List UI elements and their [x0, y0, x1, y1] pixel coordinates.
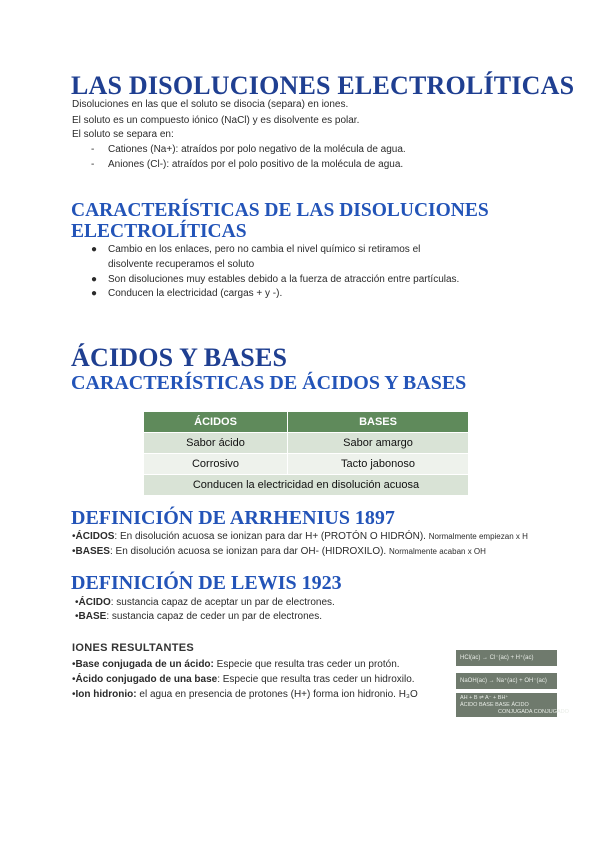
- table-cell: Corrosivo: [144, 454, 288, 475]
- ion-text: : Especie que resulta tras ceder un hidroxilo.: [217, 674, 415, 685]
- ion-item: [72, 687, 418, 703]
- bullet-icon: •: [75, 597, 79, 608]
- lewis-base-text: : sustancia capaz de ceder un par de electrones.: [106, 611, 323, 622]
- bullet-icon: ●: [91, 244, 98, 255]
- bullet-icon: •: [72, 689, 76, 700]
- equation-text: AH + B ⇌ A⁻ + BH⁺: [460, 695, 509, 701]
- bullet-icon: •: [75, 611, 79, 622]
- bullet-icon: ●: [91, 288, 98, 299]
- arrhenius-base: [72, 544, 486, 560]
- equation-text: HCl(ac) → Cl⁻(ac) + H⁺(ac): [460, 655, 534, 661]
- equation-image-1: [456, 650, 557, 666]
- arrhenius-acid: [72, 529, 528, 545]
- char-bullet-1a: Cambio en los enlaces, pero no cambia el nivel químico si retiramos el: [108, 244, 421, 255]
- lewis-title: DEFINICIÓN DE LEWIS 1923: [71, 572, 342, 594]
- bullet-icon: •: [72, 674, 76, 685]
- char-bullet-3: Conducen la electricidad (cargas + y -).: [108, 288, 283, 299]
- equation-image-3: [456, 693, 569, 717]
- ion-text: Especie que resulta tras ceder un protón.: [213, 659, 400, 670]
- lewis-base-label: BASE: [78, 611, 107, 622]
- table-cell: Sabor amargo: [288, 433, 469, 454]
- ion-text: el agua en presencia de protones (H+) forma ion hidronio. H₃O: [136, 689, 418, 700]
- ion-label: Ion hidronio:: [75, 689, 137, 700]
- equation-text: NaOH(ac) → Na⁺(ac) + OH⁻(ac): [460, 678, 547, 684]
- intro-line-1: Disoluciones en las que el soluto se disocia (separa) en iones.: [72, 99, 349, 110]
- intro-line-3: El soluto se separa en:: [72, 129, 174, 140]
- characteristics-title-1: CARACTERÍSTICAS DE LAS DISOLUCIONES: [71, 200, 489, 221]
- table-footer: Conducen la electricidad en disolución acuosa: [144, 475, 469, 496]
- table-cell: Tacto jabonoso: [288, 454, 469, 475]
- dash-icon: -: [91, 144, 95, 155]
- char-bullet-2: Son disoluciones muy estables debido a la fuerza de atracción entre partículas.: [108, 274, 460, 285]
- char-bullet-1b: disolvente recuperamos el soluto: [108, 259, 255, 270]
- ion-item: [72, 657, 400, 673]
- intro-line-2: El soluto es un compuesto iónico (NaCl) y es disolvente es polar.: [72, 115, 360, 126]
- dash-icon: -: [91, 159, 95, 170]
- lewis-acid-label: ÁCIDO: [78, 597, 111, 608]
- anion-item: Aniones (Cl-): atraídos por el polo positivo de la molécula de agua.: [108, 159, 404, 170]
- arrhenius-base-text: : En disolución acuosa se ionizan para dar OH- (HIDROXILO).: [109, 546, 387, 557]
- acids-title: ÁCIDOS Y BASES: [71, 343, 288, 372]
- acids-bases-table: [143, 411, 469, 496]
- lewis-base: [75, 609, 322, 625]
- ion-label: Ácido conjugado de una base: [75, 674, 218, 685]
- arrhenius-base-note: Normalmente acaban x OH: [388, 547, 486, 556]
- ion-item: [72, 672, 415, 688]
- arrhenius-acid-note: Normalmente empiezan x H: [428, 532, 528, 541]
- equation-image-2: [456, 673, 557, 689]
- page-title: LAS DISOLUCIONES ELECTROLÍTICAS: [71, 71, 575, 100]
- arrhenius-title: DEFINICIÓN DE ARRHENIUS 1897: [71, 507, 395, 529]
- table-header-bases: BASES: [288, 412, 469, 433]
- bullet-icon: •: [72, 546, 76, 557]
- ions-title: IONES RESULTANTES: [72, 642, 195, 654]
- lewis-acid-text: : sustancia capaz de aceptar un par de electrones.: [110, 597, 335, 608]
- equation-text: CONJUGADA CONJUGADO: [498, 709, 569, 715]
- arrhenius-acid-label: ÁCIDOS: [75, 531, 115, 542]
- ion-label: Base conjugada de un ácido:: [75, 659, 214, 670]
- equation-text: ÁCIDO BASE BASE ÁCIDO: [460, 702, 529, 708]
- cation-item: Cationes (Na+): atraídos por polo negativo de la molécula de agua.: [108, 144, 406, 155]
- bullet-icon: ●: [91, 274, 98, 285]
- arrhenius-acid-text: : En disolución acuosa se ionizan para dar H+ (PROTÓN O HIDRÓN).: [114, 531, 426, 542]
- table-header-acids: ÁCIDOS: [144, 412, 288, 433]
- acids-subtitle: CARACTERÍSTICAS DE ÁCIDOS Y BASES: [71, 372, 467, 394]
- bullet-icon: •: [72, 659, 76, 670]
- characteristics-title-2: ELECTROLÍTICAS: [71, 221, 247, 242]
- arrhenius-base-label: BASES: [75, 546, 110, 557]
- table-cell: Sabor ácido: [144, 433, 288, 454]
- bullet-icon: •: [72, 531, 76, 542]
